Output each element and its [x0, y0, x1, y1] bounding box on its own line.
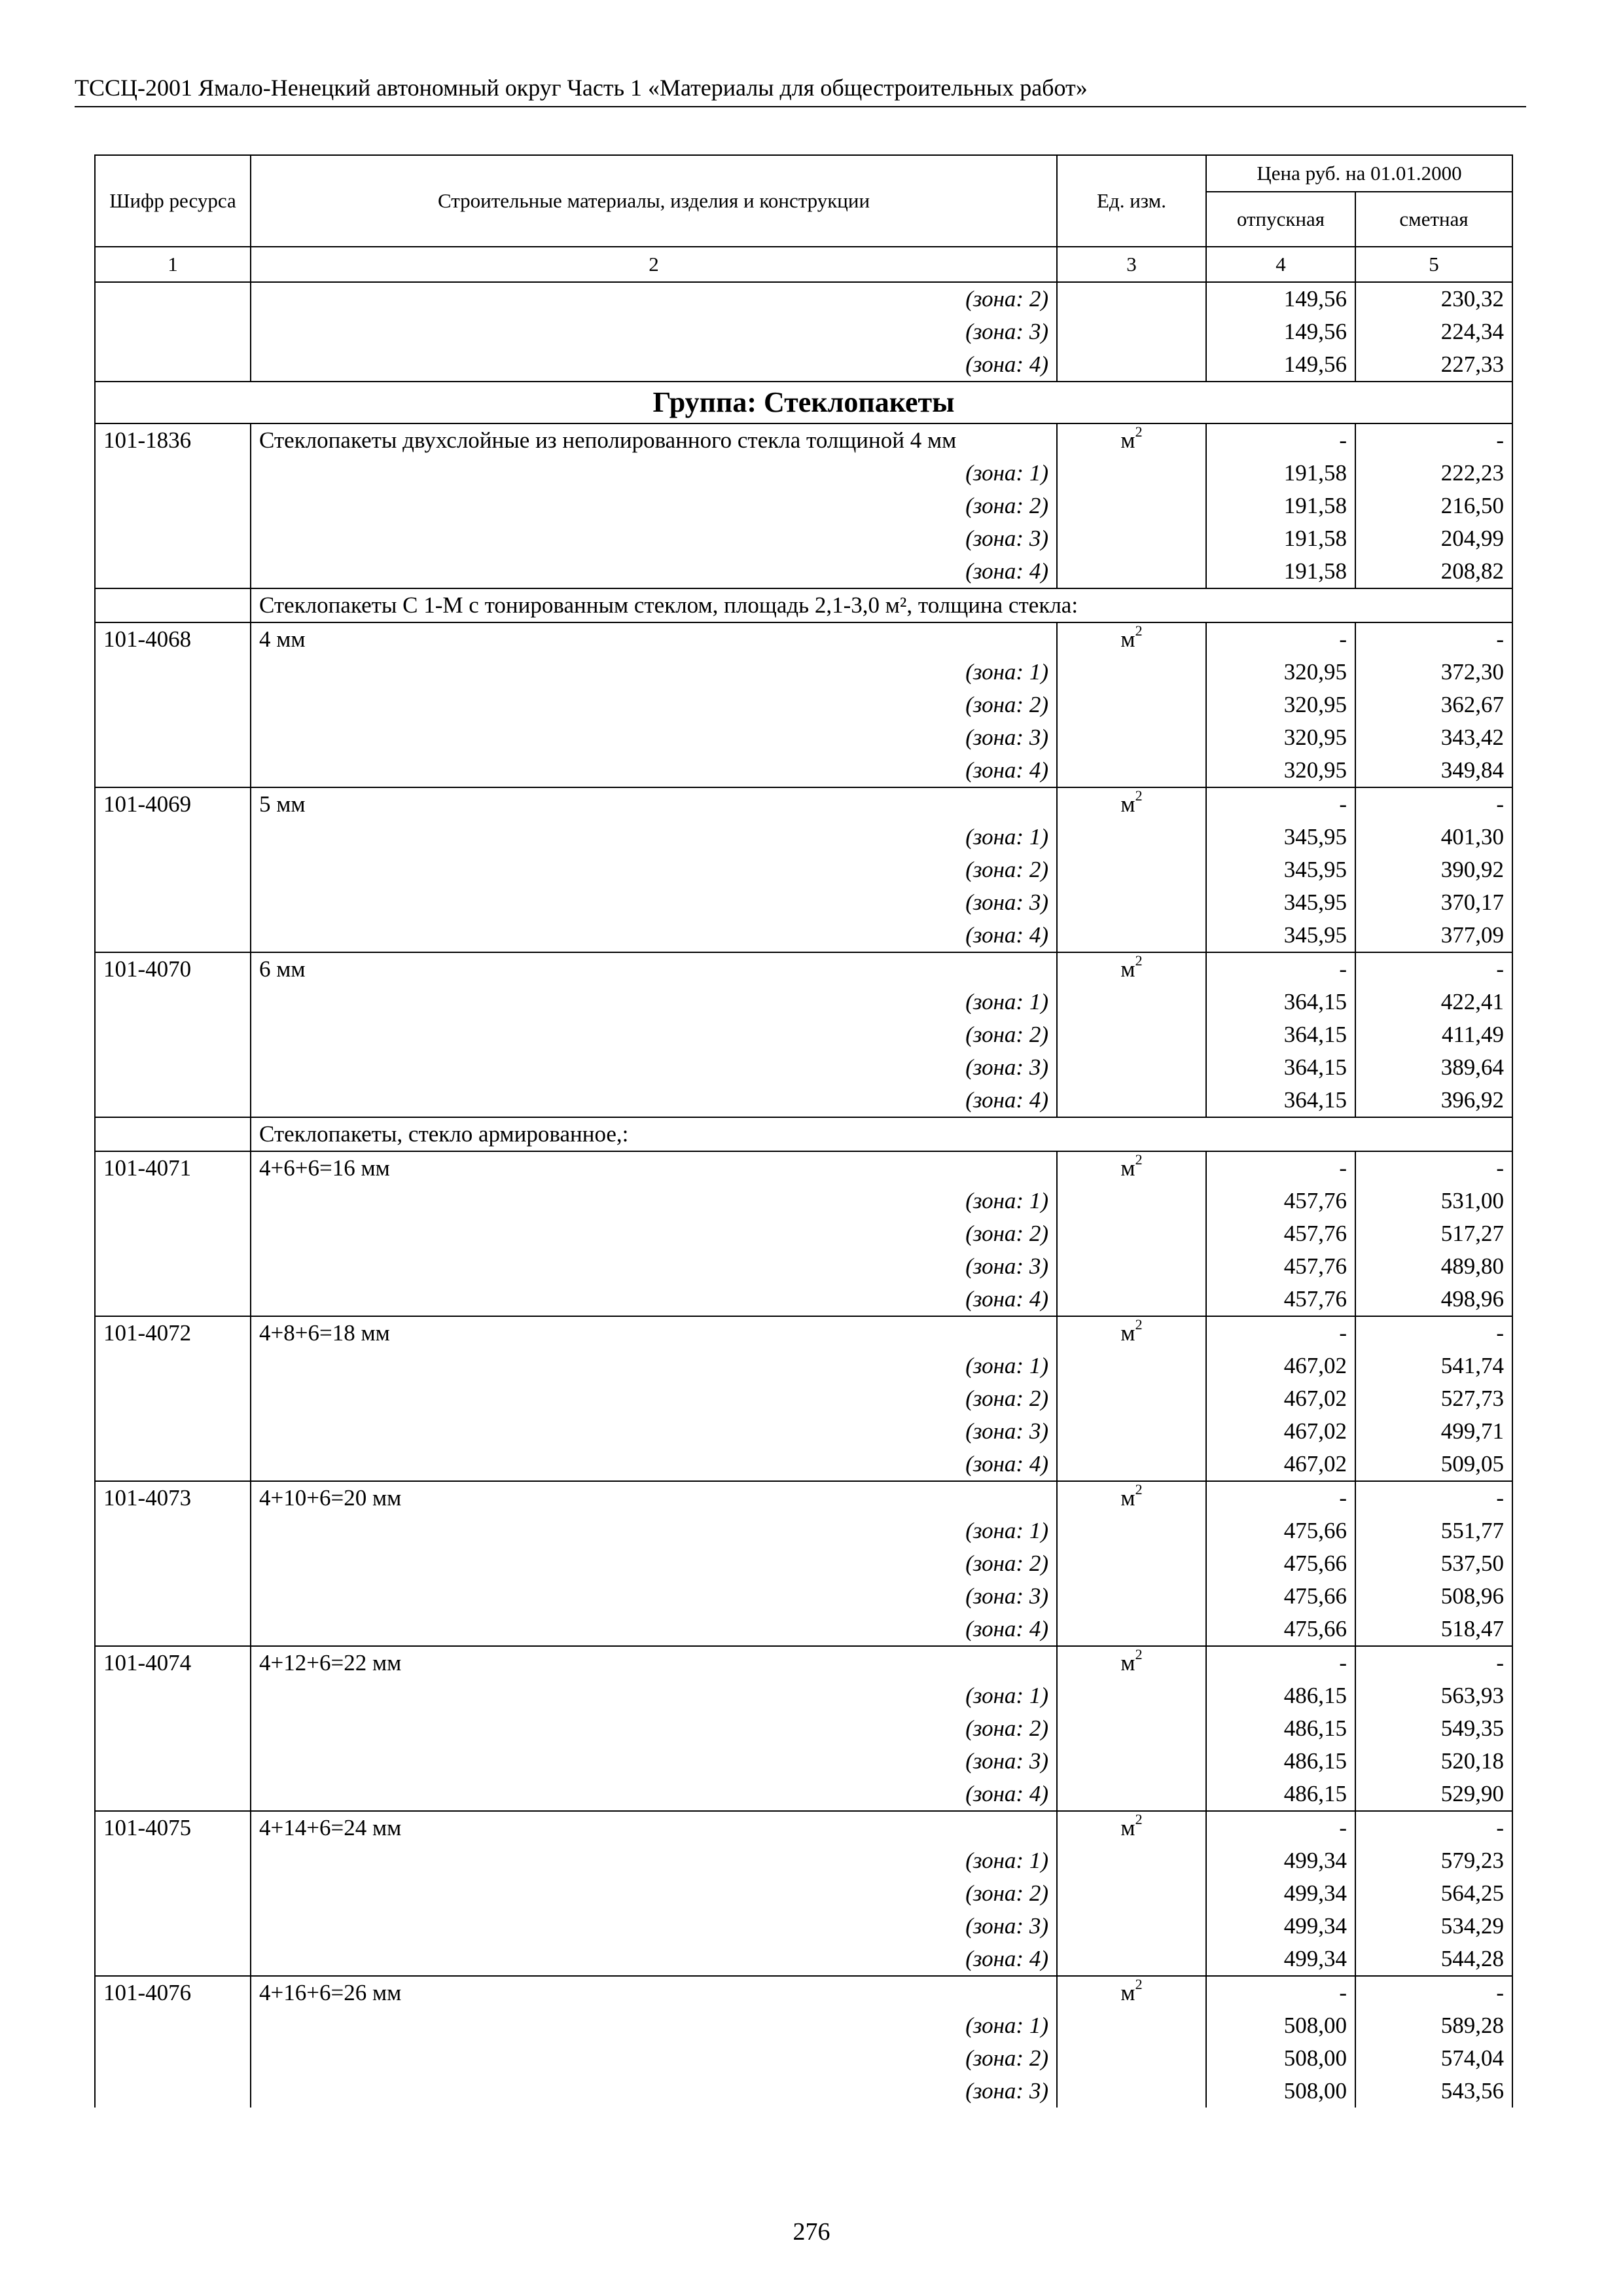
release-price: - — [1206, 423, 1355, 457]
zone-label: (зона: 1) — [251, 1844, 1057, 1877]
zone-row — [95, 2009, 1512, 2042]
estimate-price: - — [1355, 952, 1512, 986]
resource-code: 101-4070 — [95, 952, 251, 986]
zone-row — [95, 1943, 1512, 1976]
zone-label: (зона: 2) — [251, 1018, 1057, 1051]
resource-code: 101-4075 — [95, 1811, 251, 1844]
estimate-price: 531,00 — [1355, 1185, 1512, 1217]
zone-label: (зона: 1) — [251, 1515, 1057, 1547]
zone-row — [95, 1415, 1512, 1448]
estimate-price: 544,28 — [1355, 1943, 1512, 1976]
release-price: 457,76 — [1206, 1217, 1355, 1250]
release-price: 345,95 — [1206, 821, 1355, 853]
estimate-price: 527,73 — [1355, 1382, 1512, 1415]
unit-label: м — [1120, 1485, 1135, 1511]
estimate-price: - — [1355, 787, 1512, 821]
estimate-price: 529,90 — [1355, 1778, 1512, 1811]
unit-cell — [1057, 423, 1206, 457]
resource-code: 101-1836 — [95, 423, 251, 457]
document-header: ТССЦ-2001 Ямало-Ненецкий автономный округ Часть 1 «Материалы для общестроительных работ» — [75, 73, 1526, 107]
unit-cell — [1057, 1481, 1206, 1515]
item-name: 4+14+6=24 мм — [251, 1811, 1057, 1844]
estimate-price: 377,09 — [1355, 919, 1512, 952]
item-name: 5 мм — [251, 787, 1057, 821]
release-price: 191,58 — [1206, 457, 1355, 490]
estimate-price: 549,35 — [1355, 1712, 1512, 1745]
table-body — [95, 282, 1512, 2108]
unit-cell — [1057, 952, 1206, 986]
unit-label: м — [1120, 1815, 1135, 1840]
release-price: 508,00 — [1206, 2075, 1355, 2108]
col-number: 2 — [251, 247, 1057, 282]
zone-row — [95, 348, 1512, 382]
zone-label: (зона: 2) — [251, 490, 1057, 522]
estimate-price: 370,17 — [1355, 886, 1512, 919]
col-header-unit: Ед. изм. — [1057, 155, 1206, 247]
resource-code: 101-4068 — [95, 622, 251, 656]
item-name: 4+6+6=16 мм — [251, 1151, 1057, 1185]
zone-label: (зона: 2) — [251, 853, 1057, 886]
release-price: 345,95 — [1206, 919, 1355, 952]
release-price: 467,02 — [1206, 1448, 1355, 1481]
item-name: 4+8+6=18 мм — [251, 1316, 1057, 1350]
item-row — [95, 1151, 1512, 1185]
zone-row — [95, 1084, 1512, 1117]
unit-cell — [1057, 1811, 1206, 1844]
estimate-price: 543,56 — [1355, 2075, 1512, 2108]
unit-label: м — [1120, 956, 1135, 982]
release-price: 320,95 — [1206, 721, 1355, 754]
estimate-price: 520,18 — [1355, 1745, 1512, 1778]
item-row — [95, 1481, 1512, 1515]
estimate-price: 216,50 — [1355, 490, 1512, 522]
unit-superscript: 2 — [1135, 622, 1143, 639]
unit-label: м — [1120, 1155, 1135, 1181]
release-price: 508,00 — [1206, 2042, 1355, 2075]
release-price: 486,15 — [1206, 1745, 1355, 1778]
zone-label: (зона: 2) — [251, 2042, 1057, 2075]
estimate-price: 227,33 — [1355, 348, 1512, 382]
zone-row — [95, 1515, 1512, 1547]
zone-row — [95, 754, 1512, 787]
zone-label: (зона: 2) — [251, 1217, 1057, 1250]
zone-label: (зона: 3) — [251, 2075, 1057, 2108]
unit-cell — [1057, 1316, 1206, 1350]
release-price: 149,56 — [1206, 282, 1355, 315]
zone-row — [95, 1877, 1512, 1910]
zone-label: (зона: 2) — [251, 1712, 1057, 1745]
release-price: - — [1206, 1811, 1355, 1844]
item-name: Стеклопакеты двухслойные из неполированного стекла толщиной 4 мм — [251, 423, 1057, 457]
unit-superscript: 2 — [1135, 787, 1143, 804]
zone-row — [95, 1679, 1512, 1712]
release-price: 467,02 — [1206, 1415, 1355, 1448]
release-price: 499,34 — [1206, 1910, 1355, 1943]
release-price: 320,95 — [1206, 656, 1355, 689]
zone-label: (зона: 1) — [251, 656, 1057, 689]
unit-label: м — [1120, 1980, 1135, 2005]
price-table — [94, 154, 1513, 2108]
unit-label: м — [1120, 626, 1135, 652]
unit-superscript: 2 — [1135, 1316, 1143, 1333]
estimate-price: 498,96 — [1355, 1283, 1512, 1316]
zone-row — [95, 656, 1512, 689]
estimate-price: 517,27 — [1355, 1217, 1512, 1250]
col-number: 1 — [95, 247, 251, 282]
estimate-price: 534,29 — [1355, 1910, 1512, 1943]
unit-label: м — [1120, 1650, 1135, 1676]
zone-row — [95, 853, 1512, 886]
zone-row — [95, 919, 1512, 952]
estimate-price: 589,28 — [1355, 2009, 1512, 2042]
zone-label: (зона: 3) — [251, 1745, 1057, 1778]
estimate-price: - — [1355, 423, 1512, 457]
zone-label: (зона: 4) — [251, 1084, 1057, 1117]
zone-label: (зона: 4) — [251, 1448, 1057, 1481]
resource-code: 101-4076 — [95, 1976, 251, 2009]
release-price: 345,95 — [1206, 853, 1355, 886]
item-name: 4 мм — [251, 622, 1057, 656]
release-price: 345,95 — [1206, 886, 1355, 919]
item-row — [95, 952, 1512, 986]
release-price: - — [1206, 1646, 1355, 1679]
zone-label: (зона: 1) — [251, 1350, 1057, 1382]
estimate-price: 509,05 — [1355, 1448, 1512, 1481]
item-row — [95, 423, 1512, 457]
zone-label: (зона: 1) — [251, 1185, 1057, 1217]
release-price: 149,56 — [1206, 348, 1355, 382]
release-price: 467,02 — [1206, 1382, 1355, 1415]
estimate-price: 518,47 — [1355, 1613, 1512, 1646]
release-price: 149,56 — [1206, 315, 1355, 348]
zone-row — [95, 1580, 1512, 1613]
unit-cell — [1057, 787, 1206, 821]
zone-label: (зона: 4) — [251, 754, 1057, 787]
resource-code: 101-4074 — [95, 1646, 251, 1679]
zone-label: (зона: 3) — [251, 1051, 1057, 1084]
zone-row — [95, 1844, 1512, 1877]
table-header — [95, 155, 1512, 282]
estimate-price: 372,30 — [1355, 656, 1512, 689]
resource-code: 101-4073 — [95, 1481, 251, 1515]
release-price: 508,00 — [1206, 2009, 1355, 2042]
release-price: 191,58 — [1206, 522, 1355, 555]
unit-label: м — [1120, 791, 1135, 817]
release-price: - — [1206, 952, 1355, 986]
release-price: 499,34 — [1206, 1877, 1355, 1910]
release-price: 475,66 — [1206, 1515, 1355, 1547]
estimate-price: - — [1355, 1976, 1512, 2009]
zone-row — [95, 1283, 1512, 1316]
unit-cell — [1057, 1976, 1206, 2009]
resource-code: 101-4072 — [95, 1316, 251, 1350]
zone-row — [95, 1350, 1512, 1382]
item-row — [95, 1316, 1512, 1350]
zone-label: (зона: 2) — [251, 689, 1057, 721]
unit-label: м — [1120, 1320, 1135, 1346]
item-name: 4+12+6=22 мм — [251, 1646, 1057, 1679]
col-number: 5 — [1355, 247, 1512, 282]
item-name: 4+10+6=20 мм — [251, 1481, 1057, 1515]
release-price: - — [1206, 1316, 1355, 1350]
zone-row — [95, 1910, 1512, 1943]
estimate-price: 349,84 — [1355, 754, 1512, 787]
estimate-price: 574,04 — [1355, 2042, 1512, 2075]
zone-label: (зона: 1) — [251, 1679, 1057, 1712]
zone-row — [95, 1185, 1512, 1217]
estimate-price: 489,80 — [1355, 1250, 1512, 1283]
zone-label: (зона: 3) — [251, 1415, 1057, 1448]
release-price: 320,95 — [1206, 689, 1355, 721]
release-price: 320,95 — [1206, 754, 1355, 787]
estimate-price: 499,71 — [1355, 1415, 1512, 1448]
zone-row — [95, 886, 1512, 919]
zone-row — [95, 1018, 1512, 1051]
zone-label: (зона: 4) — [251, 1283, 1057, 1316]
estimate-price: 579,23 — [1355, 1844, 1512, 1877]
unit-label: м — [1120, 427, 1135, 453]
unit-superscript: 2 — [1135, 1811, 1143, 1828]
estimate-price: 541,74 — [1355, 1350, 1512, 1382]
estimate-price: 362,67 — [1355, 689, 1512, 721]
estimate-price: 422,41 — [1355, 986, 1512, 1018]
col-number: 4 — [1206, 247, 1355, 282]
subheader-text: Стеклопакеты С 1-М с тонированным стеклом, площадь 2,1-3,0 м², толщина стекла: — [251, 588, 1512, 622]
release-price: 467,02 — [1206, 1350, 1355, 1382]
release-price: - — [1206, 622, 1355, 656]
zone-label: (зона: 3) — [251, 1910, 1057, 1943]
estimate-price: 208,82 — [1355, 555, 1512, 588]
zone-label: (зона: 2) — [251, 1547, 1057, 1580]
resource-code: 101-4071 — [95, 1151, 251, 1185]
estimate-price: - — [1355, 1646, 1512, 1679]
zone-label: (зона: 3) — [251, 1250, 1057, 1283]
zone-label: (зона: 2) — [251, 282, 1057, 315]
estimate-price: - — [1355, 1316, 1512, 1350]
zone-row — [95, 986, 1512, 1018]
zone-row — [95, 1613, 1512, 1646]
release-price: 486,15 — [1206, 1778, 1355, 1811]
zone-row — [95, 490, 1512, 522]
release-price: 364,15 — [1206, 1084, 1355, 1117]
estimate-price: 563,93 — [1355, 1679, 1512, 1712]
zone-label: (зона: 1) — [251, 986, 1057, 1018]
estimate-price: 389,64 — [1355, 1051, 1512, 1084]
resource-code: 101-4069 — [95, 787, 251, 821]
subheader-row — [95, 1117, 1512, 1151]
zone-label: (зона: 2) — [251, 1382, 1057, 1415]
release-price: 499,34 — [1206, 1844, 1355, 1877]
zone-label: (зона: 4) — [251, 555, 1057, 588]
zone-label: (зона: 4) — [251, 919, 1057, 952]
release-price: 457,76 — [1206, 1250, 1355, 1283]
col-header-name: Строительные материалы, изделия и конструкции — [251, 155, 1057, 247]
zone-label: (зона: 1) — [251, 457, 1057, 490]
unit-superscript: 2 — [1135, 1151, 1143, 1168]
zone-row — [95, 2042, 1512, 2075]
unit-superscript: 2 — [1135, 1976, 1143, 1993]
estimate-price: 401,30 — [1355, 821, 1512, 853]
col-number: 3 — [1057, 247, 1206, 282]
estimate-price: 551,77 — [1355, 1515, 1512, 1547]
release-price: 457,76 — [1206, 1283, 1355, 1316]
release-price: 191,58 — [1206, 555, 1355, 588]
zone-row — [95, 721, 1512, 754]
estimate-price: - — [1355, 622, 1512, 656]
zone-label: (зона: 3) — [251, 522, 1057, 555]
estimate-price: 230,32 — [1355, 282, 1512, 315]
col-header-code: Шифр ресурса — [95, 155, 251, 247]
estimate-price: 396,92 — [1355, 1084, 1512, 1117]
item-row — [95, 622, 1512, 656]
release-price: 486,15 — [1206, 1679, 1355, 1712]
release-price: - — [1206, 1481, 1355, 1515]
col-header-price-release: отпускная — [1206, 192, 1355, 247]
zone-row — [95, 1745, 1512, 1778]
estimate-price: 204,99 — [1355, 522, 1512, 555]
release-price: 475,66 — [1206, 1613, 1355, 1646]
estimate-price: 411,49 — [1355, 1018, 1512, 1051]
release-price: 191,58 — [1206, 490, 1355, 522]
zone-row — [95, 689, 1512, 721]
zone-row — [95, 555, 1512, 588]
zone-label: (зона: 4) — [251, 1778, 1057, 1811]
estimate-price: 537,50 — [1355, 1547, 1512, 1580]
item-name: 6 мм — [251, 952, 1057, 986]
zone-row — [95, 821, 1512, 853]
estimate-price: - — [1355, 1481, 1512, 1515]
item-row — [95, 1646, 1512, 1679]
zone-row — [95, 1051, 1512, 1084]
zone-label: (зона: 4) — [251, 1943, 1057, 1976]
col-header-price-estimate: сметная — [1355, 192, 1512, 247]
item-name: 4+16+6=26 мм — [251, 1976, 1057, 2009]
zone-label: (зона: 2) — [251, 1877, 1057, 1910]
estimate-price: 508,96 — [1355, 1580, 1512, 1613]
release-price: 457,76 — [1206, 1185, 1355, 1217]
release-price: 475,66 — [1206, 1580, 1355, 1613]
unit-cell — [1057, 622, 1206, 656]
release-price: 486,15 — [1206, 1712, 1355, 1745]
zone-row — [95, 1250, 1512, 1283]
zone-label: (зона: 3) — [251, 721, 1057, 754]
unit-cell — [1057, 1646, 1206, 1679]
zone-row — [95, 1712, 1512, 1745]
estimate-price: 343,42 — [1355, 721, 1512, 754]
estimate-price: - — [1355, 1811, 1512, 1844]
release-price: 475,66 — [1206, 1547, 1355, 1580]
zone-label: (зона: 3) — [251, 315, 1057, 348]
release-price: 499,34 — [1206, 1943, 1355, 1976]
release-price: 364,15 — [1206, 1051, 1355, 1084]
page-number: 276 — [793, 2218, 830, 2246]
zone-row — [95, 1778, 1512, 1811]
zone-row — [95, 1448, 1512, 1481]
estimate-price: 222,23 — [1355, 457, 1512, 490]
zone-row — [95, 1217, 1512, 1250]
zone-row — [95, 2075, 1512, 2108]
unit-superscript: 2 — [1135, 1481, 1143, 1498]
unit-superscript: 2 — [1135, 423, 1143, 440]
zone-label: (зона: 1) — [251, 821, 1057, 853]
zone-label: (зона: 4) — [251, 1613, 1057, 1646]
unit-cell — [1057, 1151, 1206, 1185]
item-row — [95, 1976, 1512, 2009]
zone-label: (зона: 3) — [251, 886, 1057, 919]
item-row — [95, 787, 1512, 821]
release-price: - — [1206, 1976, 1355, 2009]
release-price: - — [1206, 787, 1355, 821]
zone-row — [95, 315, 1512, 348]
subheader-row — [95, 588, 1512, 622]
release-price: - — [1206, 1151, 1355, 1185]
estimate-price: - — [1355, 1151, 1512, 1185]
zone-row — [95, 1547, 1512, 1580]
zone-row — [95, 522, 1512, 555]
estimate-price: 224,34 — [1355, 315, 1512, 348]
unit-superscript: 2 — [1135, 952, 1143, 969]
zone-row — [95, 1382, 1512, 1415]
release-price: 364,15 — [1206, 1018, 1355, 1051]
zone-label: (зона: 3) — [251, 1580, 1057, 1613]
unit-superscript: 2 — [1135, 1646, 1143, 1663]
group-title: Группа: Стеклопакеты — [95, 382, 1512, 423]
subheader-text: Стеклопакеты, стекло армированное,: — [251, 1117, 1512, 1151]
zone-label: (зона: 1) — [251, 2009, 1057, 2042]
estimate-price: 390,92 — [1355, 853, 1512, 886]
zone-row — [95, 282, 1512, 315]
item-row — [95, 1811, 1512, 1844]
col-header-price-group: Цена руб. на 01.01.2000 — [1206, 155, 1512, 192]
release-price: 364,15 — [1206, 986, 1355, 1018]
zone-label: (зона: 4) — [251, 348, 1057, 382]
group-row — [95, 382, 1512, 423]
zone-row — [95, 457, 1512, 490]
estimate-price: 564,25 — [1355, 1877, 1512, 1910]
